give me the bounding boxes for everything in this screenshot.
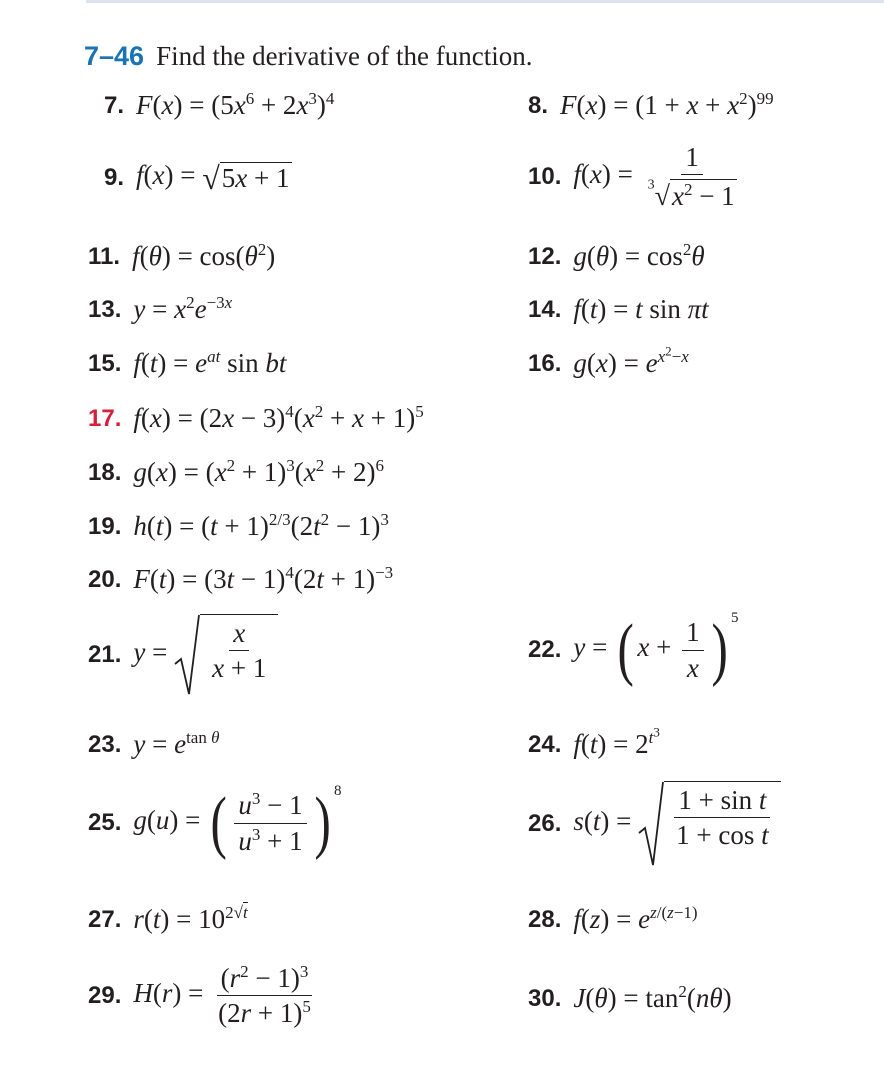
problem-expression: $F(x) = (1 + x + x^2)^{99}$ <box>560 88 774 120</box>
problem-number: 11. <box>88 242 121 270</box>
problem-expression: f(x) = √ 5x + 1 <box>136 160 290 196</box>
problem-number: 9. <box>104 164 125 191</box>
problem-20 <box>88 562 394 594</box>
problem-number: 25. <box>88 809 122 836</box>
problem-22 <box>528 610 739 688</box>
problem-expression: $h(t) = (t + 1)^{2/3}(2t^2 - 1)^3$ <box>133 509 389 541</box>
problem-9 <box>104 162 292 194</box>
problem-number: 16. <box>528 349 562 377</box>
problem-11 <box>88 239 276 271</box>
problem-expression: $y = x^2e^{-3x}$ <box>133 292 233 324</box>
problem-12 <box>528 239 705 271</box>
problem-expression: $f(t) = 2^{t^3}$ <box>573 724 660 759</box>
problem-expression: y = ( x + $\frac{1}{x}$ ) $^5$ <box>573 610 739 688</box>
problem-number: 14. <box>528 295 562 323</box>
problem-number: 21. <box>88 641 122 668</box>
problem-number: 7. <box>104 91 125 119</box>
problem-7 <box>104 88 335 120</box>
problem-number: 30. <box>528 984 562 1012</box>
problem-13 <box>88 292 233 324</box>
problem-number: 12. <box>528 242 562 270</box>
problem-29 <box>88 961 319 1029</box>
problem-26 <box>528 781 781 867</box>
problem-expression: $F(x) = (5x^6 + 2x^3)^4$ <box>136 88 335 120</box>
problem-18 <box>88 455 384 487</box>
problem-24 <box>528 724 660 759</box>
problem-14 <box>528 296 709 323</box>
exercise-range: 7–46 <box>84 41 145 71</box>
problem-expression: $g(\theta) = \cos^2\theta$ <box>573 239 705 271</box>
problem-17 <box>88 401 424 433</box>
problem-expression: f(t) = t sin πt <box>573 294 709 324</box>
top-border <box>86 0 884 3</box>
problem-number: 18. <box>88 458 122 486</box>
problem-number: 28. <box>528 905 562 933</box>
problem-expression: $F(t) = (3t - 1)^4(2t + 1)^{-3}$ <box>133 562 394 594</box>
problem-8 <box>528 88 774 120</box>
problem-expression: H(r) = $\frac{(r^2 - 1)^3}{(2r + 1)^5}$ <box>133 961 311 1029</box>
problem-expression: g(u) = ( $\frac{u^3 - 1}{u^3 + 1}$ ) $^8$ <box>133 783 342 861</box>
problem-expression: $f(z) = e^{z/(z-1)}$ <box>573 902 698 934</box>
problem-number: 29. <box>88 981 122 1009</box>
problem-expression: s(t) = $\frac{\text{1 + sin t}}{\text{1 + cos t}}$ <box>573 781 780 867</box>
problem-expression: $g(x) = (x^2 + 1)^3(x^2 + 2)^6$ <box>133 455 384 487</box>
problem-27 <box>88 902 248 934</box>
problem-15 <box>88 346 287 378</box>
problem-expression: f(x) = 1 $^3$ √ $x^2 - 1$ <box>573 142 735 212</box>
problem-number: 20. <box>88 565 122 593</box>
section-header <box>84 40 532 72</box>
problem-19 <box>88 509 389 541</box>
problem-16 <box>528 343 689 378</box>
problem-number: 8. <box>528 91 549 119</box>
problem-number: 13. <box>88 295 122 323</box>
problem-25 <box>88 783 342 861</box>
problem-number: 26. <box>528 810 562 837</box>
problem-expression: $g(x) = e^{x^2-x}$ <box>573 343 689 378</box>
problem-expression: $f(x) = (2x - 3)^4(x^2 + x + 1)^5$ <box>133 401 424 433</box>
problem-number: 22. <box>528 636 562 663</box>
problem-expression: $r(t) = 10^{2√t}$ <box>133 902 248 934</box>
problem-number: 24. <box>528 730 562 758</box>
problem-10 <box>528 143 745 211</box>
problem-number: 15. <box>88 349 122 377</box>
problem-expression: $J(\theta) = \tan^2(n\theta)$ <box>573 981 732 1013</box>
problem-21 <box>88 614 278 696</box>
problem-number: 17. <box>88 404 122 432</box>
problem-number: 19. <box>88 512 122 540</box>
problem-30 <box>528 981 732 1013</box>
problem-expression: $y = e^{tan \theta}$ <box>133 727 220 759</box>
problem-23 <box>88 727 220 759</box>
problem-expression: $f(\theta) = \cos(\theta^2)$ <box>132 239 276 271</box>
problem-expression: y = $\frac{x}{x + 1}$ <box>133 614 278 696</box>
problem-number: 23. <box>88 730 122 758</box>
problem-expression: $f(t) = e^{at}$ sin bt <box>133 346 287 378</box>
problem-number: 10. <box>528 162 562 190</box>
problem-number: 27. <box>88 905 122 933</box>
instruction: Find the derivative of the function. <box>156 41 533 71</box>
problem-28 <box>528 902 698 934</box>
